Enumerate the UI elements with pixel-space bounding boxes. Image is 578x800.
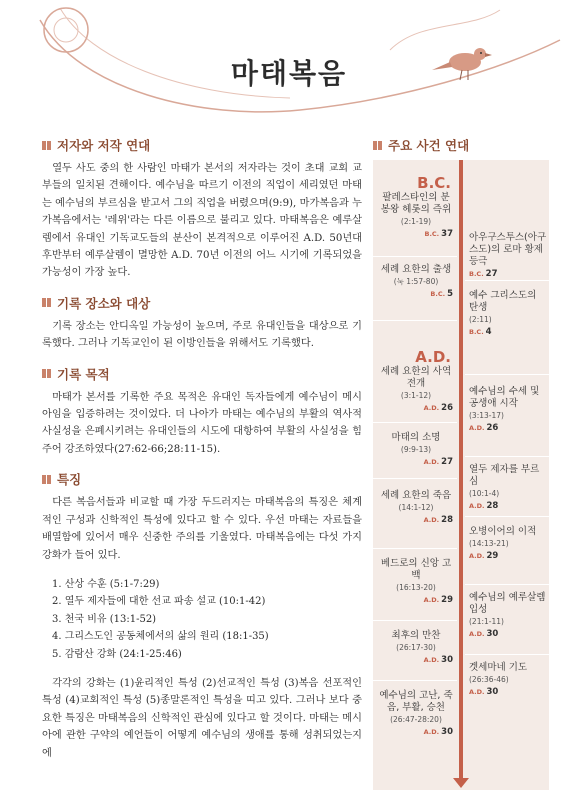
- bullet-square-icon: [42, 141, 51, 150]
- timeline-event-right: 예수님의 예루살렘 입성 (21:1-11) A.D. 30: [469, 592, 546, 639]
- bullet-square-icon: [373, 141, 382, 150]
- timeline-event-left: 세례 요한의 출생 (눅 1:57-80) B.C. 5: [380, 264, 453, 299]
- discourse-list: [42, 576, 362, 663]
- divider: [373, 620, 457, 621]
- main-text-column: [42, 136, 362, 774]
- timeline-panel: [373, 136, 549, 790]
- list-item: 3. 천국 비유 (13:1-52): [52, 613, 157, 625]
- section-heading-purpose: 기록 목적: [42, 365, 362, 383]
- timeline-event-right: 아우구스투스(아구스도)의 로마 황제 등극 B.C. 27: [469, 232, 547, 279]
- divider: [465, 516, 549, 517]
- arrow-down-icon: [453, 778, 469, 788]
- section-text-place: 기록 장소는 안디옥일 가능성이 높으며, 주로 유대인들을 대상으로 기록했다. 그러나 기독교인이 된 이방인들을 위해서도 기록했다.: [42, 320, 362, 350]
- page-title: 마태복음: [230, 57, 348, 90]
- timeline-axis: [459, 160, 463, 780]
- timeline-event-left: 세례 요한의 죽음 (14:1-12) A.D. 28: [380, 490, 453, 525]
- divider: [465, 584, 549, 585]
- section-text-features-cont: 각각의 강화는 (1)윤리적인 특성 (2)선교적인 특성 (3)복음 선포적인 특성 (4)교회적인 특성 (5)종말론적인 특성을 띠고 있다. 그러나 보다 중요한 특징은 마태복음의 신학적인 관심에 있다고 할 것이다. 마태는 메시아에 관한 구약의 예언들이 어떻게 예수님의 생애를 통해 성취되었는지에: [42, 677, 362, 759]
- era-label-ad: A.D.: [415, 348, 451, 366]
- bullet-square-icon: [42, 369, 51, 378]
- divider: [373, 680, 457, 681]
- bullet-square-icon: [42, 475, 51, 484]
- timeline-event-right: 예수님의 수세 및 공생애 시작 (3:13-17) A.D. 26: [469, 386, 540, 433]
- section-heading-author: 저자와 저작 연대: [42, 136, 362, 154]
- divider: [465, 654, 549, 655]
- timeline-event-left: 팔레스타인의 분봉왕 헤롯의 즉위 (2:1-19) B.C. 37: [380, 192, 453, 239]
- list-item: 2. 열두 제자들에 대한 선교 파송 설교 (10:1-42): [52, 596, 266, 608]
- list-item: 5. 감람산 강화 (24:1-25:46): [52, 648, 182, 660]
- bullet-square-icon: [42, 298, 51, 307]
- divider: [465, 280, 549, 281]
- section-text-purpose: 마태가 본서를 기록한 주요 목적은 유대인 독자들에게 예수님이 메시아임을 입증하려는 것이었다. 더 나아가 마태는 예수님의 부활의 역사적 사실성을 은폐시키려는 유대인들의 시도에 대항하여 부활의 사실성을 힘주어 강조하였다(27:62-66;28:11-15).: [42, 391, 362, 455]
- timeline-event-left: 베드로의 신앙 고백 (16:13-20) A.D. 29: [380, 558, 453, 605]
- timeline-event-left: 최후의 만찬 (26:17-30) A.D. 30: [391, 630, 453, 665]
- divider: [465, 456, 549, 457]
- section-text-features: 다른 복음서들과 비교할 때 가장 두드러지는 마태복음의 특징은 체계적인 구성과 신학적인 특성에 있다고 할 수 있다. 우선 마태는 자료들을 배열함에 있어서 매우 신중한 주의를 기울였다. 마태복음에는 다섯 가지 강화가 들어 있다.: [42, 497, 362, 561]
- divider: [373, 256, 457, 257]
- divider: [373, 548, 457, 549]
- section-heading-features: 특징: [42, 470, 362, 488]
- timeline-event-right: 열두 제자를 부르심 (10:1-4) A.D. 28: [469, 464, 540, 511]
- timeline-event-right: 겟세마네 기도 (26:36-46) A.D. 30: [469, 662, 528, 697]
- timeline-body: [373, 160, 549, 790]
- divider: [373, 422, 457, 423]
- section-text-author: 열두 사도 중의 한 사람인 마태가 본서의 저자라는 것이 초대 교회 교부들의 일치된 견해이다. 예수님을 따르기 이전의 직업이 세리였던 마태는 예수님의 부르심을 받고서 그의 직업을 버렸으며(9:9), 마가복음과 누가복음에서는 '레위'라는 다른 이름으로 불리고 있다. 마태복음은 예루살렘에서 유대인 기독교도들의 분산이 본격적으로 이루어진 A.D. 50년대 후반부터 예루살렘이 멸망한 A.D. 70년 이전의 어느 시기에 기록되었을 가능성이 가장 높다.: [42, 163, 362, 279]
- section-heading-place: 기록 장소와 대상: [42, 294, 362, 312]
- timeline-event-left: 세례 요한의 사역 전개 (3:1-12) A.D. 26: [380, 366, 453, 413]
- timeline-heading: 주요 사건 연대: [373, 136, 549, 154]
- era-label-bc: B.C.: [417, 174, 451, 192]
- divider: [465, 374, 549, 375]
- timeline-event-left: 예수님의 고난, 죽음, 부활, 승천 (26:47-28:20) A.D. 30: [379, 690, 453, 737]
- timeline-event-right: 예수 그리스도의 탄생 (2:11) B.C. 4: [469, 290, 537, 337]
- timeline-event-right: 오병이어의 이적 (14:13-21) A.D. 29: [469, 526, 537, 561]
- list-item: 1. 산상 수훈 (5:1-7:29): [52, 578, 160, 590]
- timeline-event-left: 마태의 소명 (9:9-13) A.D. 27: [391, 432, 453, 467]
- divider: [373, 478, 457, 479]
- list-item: 4. 그리스도인 공동체에서의 삶의 원리 (18:1-35): [52, 631, 269, 643]
- divider: [373, 320, 457, 321]
